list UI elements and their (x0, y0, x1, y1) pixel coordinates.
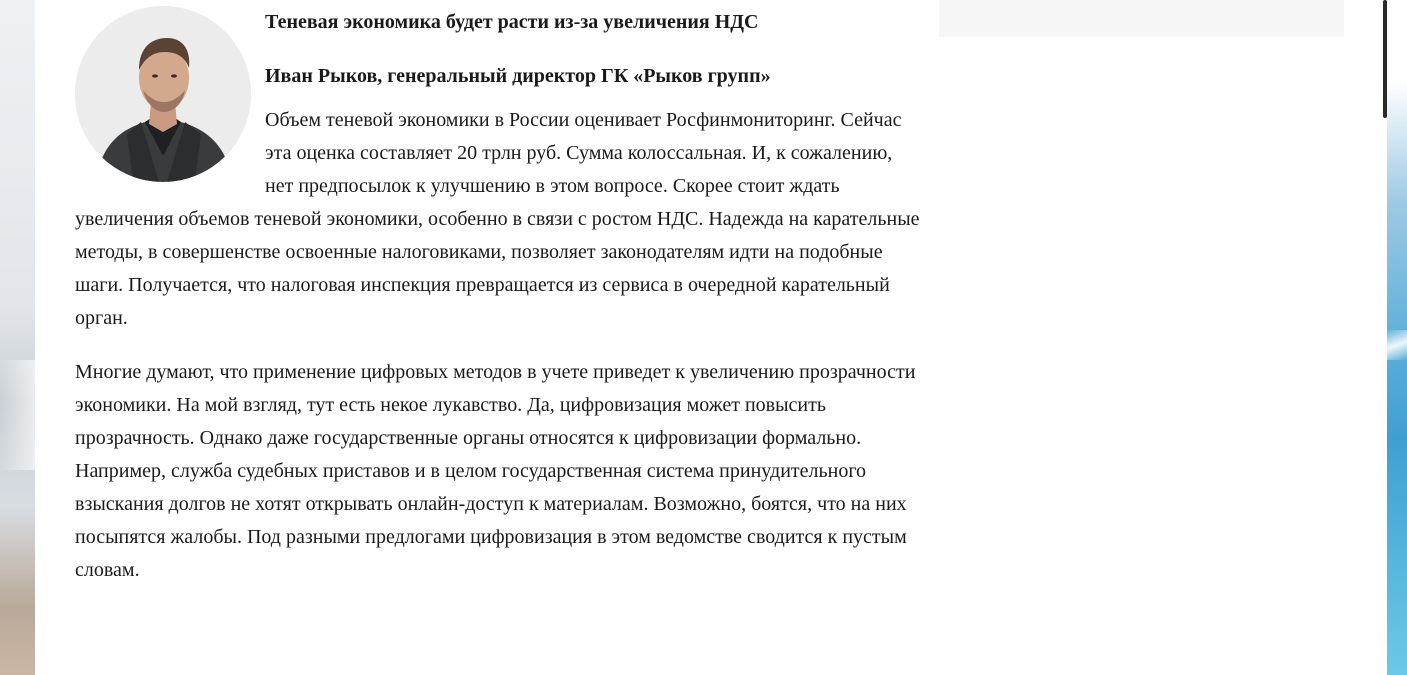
article-paragraph-1: Объем теневой экономики в России оценивает Росфинмониторинг. Сейчас эта оценка составляет 20 трлн руб. Сумма колоссальная. И, к сожалению, нет предпосылок к улучшению в этом вопросе. Скорее стоит ждать увеличения объемов теневой экономики, особенно в связи с ростом НДС. Надежда на карательные методы, в совершенстве освоенные налоговиками, позволяет законодателям идти на подобные шаги. Получается, что налоговая инспекция превращается из сервиса в очередной карательный орган. (75, 109, 920, 329)
author-photo (75, 6, 251, 182)
article-paragraph-2: Многие думают, что применение цифровых методов в учете приведет к увеличению прозрачности экономики. На мой взгляд, тут есть некое лукавство. Да, цифровизация может повысить прозрачность. Однако даже государственные органы относятся к цифровизации формально. Например, служба судебных приставов и в целом государственная система принудительного взыскания долгов не хотят открывать онлайн-доступ к материалам. Возможно, боятся, что на них посыпятся жалобы. Под разными предлогами цифровизация в этом ведомстве сводится к пустым словам. (75, 361, 916, 581)
article-headline: Теневая экономика будет расти из-за увеличения НДС (265, 11, 759, 33)
right-background-decoration (1387, 0, 1407, 675)
left-background-decoration (0, 0, 35, 675)
author-photo-image (75, 6, 251, 182)
scrollbar-thumb[interactable] (1383, 0, 1387, 118)
sidebar-block (939, 0, 1344, 37)
article-body (75, 0, 920, 587)
author-line: Иван Рыков, генеральный директор ГК «Рыков групп» (265, 65, 771, 87)
